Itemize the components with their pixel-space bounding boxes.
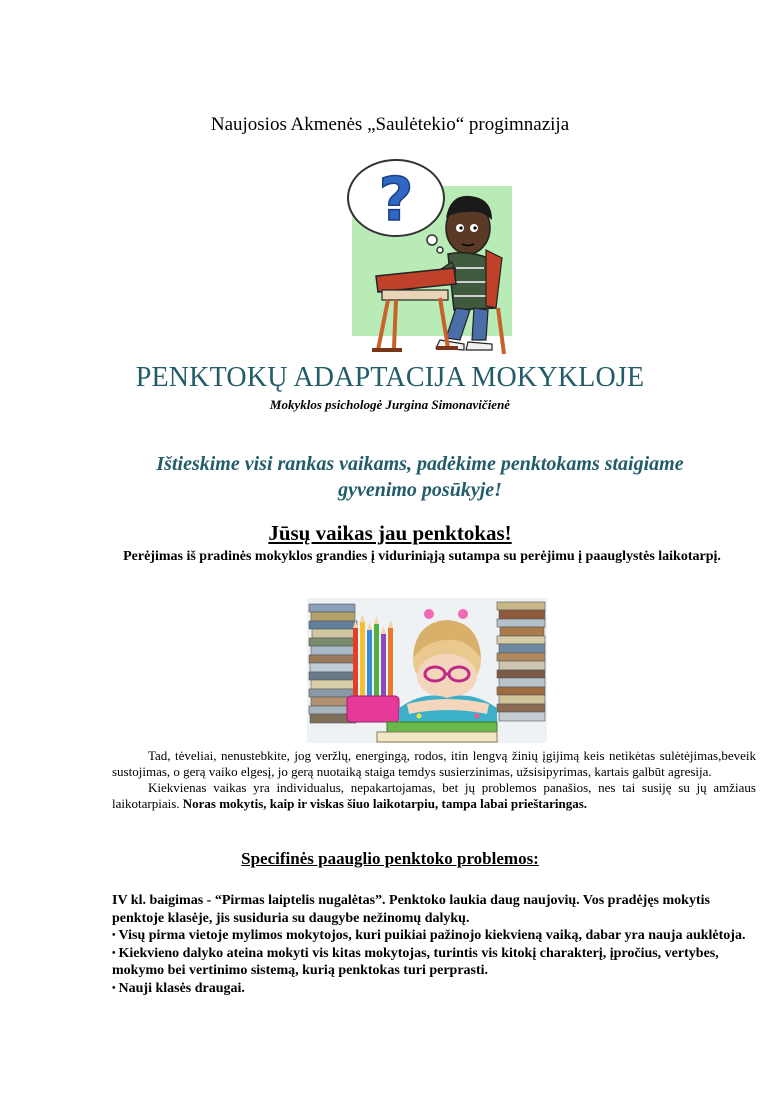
author-line: Mokyklos psichologė Jurgina Simonavičienė: [269, 397, 511, 412]
list-item: [112, 927, 756, 945]
paragraph-2-regular: Kiekvienas vaikas yra individualus, nepakartojamas, bet jų problemos panašios, nes tai susiję su jų amžiaus laikotarpiais.: [112, 780, 756, 811]
school-name: Naujosios Akmenės „Saulėtekio“ progimnazija: [210, 114, 570, 135]
paragraph-1: Tad, tėveliai, nenustebkite, jog veržlų, energingą, rodos, itin lengvą žinių įgijimą keis netikėtas sulėtėjimas,beveik sustojimas, o gerą vaiko elgesį, jo gerą nuotaiką staiga temdys susierzinimas, užsisipyrimas, kartais galbūt agresija.: [112, 748, 756, 779]
svg-text:?: ?: [378, 165, 414, 235]
page-title: PENKTOKŲ ADAPTACIJA MOKYKLOJE: [135, 362, 645, 393]
problems-intro: IV kl. baigimas - “Pirmas laiptelis nugalėtas”. Penktoko laukia daug naujovių. Vos pradėjęs mokytis penktoje klasėje, jis susiduria su daugybe nežinomų dalykų.: [112, 893, 710, 926]
problems-list: [112, 892, 756, 997]
list-item: [112, 945, 756, 980]
section-heading-fifth-grader: Jūsų vaikas jau penktokas!: [268, 521, 512, 545]
list-item-text: Visų pirma vietoje mylimos mokytojos, kuri puikiai pažinojo kiekvieną vaiką, dabar yra nauja auklėtoja.: [118, 928, 746, 943]
girl-with-books-photo: [307, 598, 547, 743]
paragraph-2: [112, 780, 756, 812]
list-item: [112, 980, 756, 998]
list-item-text: Kiekvieno dalyko ateina mokyti vis kitas mokytojas, turintis vis kitokį charakterį, įpročius, vertybes, mokymo bei vertinimo sistemą, kurią penktokas turi perprasti.: [112, 945, 719, 978]
list-item-text: Nauji klasės draugai.: [118, 980, 245, 996]
bullet-icon: •: [112, 947, 116, 959]
bullet-icon: •: [112, 930, 116, 941]
bullet-icon: •: [112, 982, 116, 994]
section-subheading: Perėjimas iš pradinės mokyklos grandies į viduriniąją sutampa su perėjimu į paauglystės laikotarpį.: [123, 549, 721, 564]
slogan: Ištieskime visi rankas vaikams, padėkime penktokams staigiame gyvenimo posūkyje!: [156, 453, 684, 501]
intro-text: [112, 748, 756, 812]
section-heading-problems: Specifinės paauglio penktoko problemos:: [241, 849, 539, 868]
paragraph-2-bold: Noras mokytis, kaip ir viskas šiuo laikotarpiu, tampa labai prieštaringas.: [182, 796, 588, 811]
boy-thinking-illustration: [336, 158, 516, 363]
